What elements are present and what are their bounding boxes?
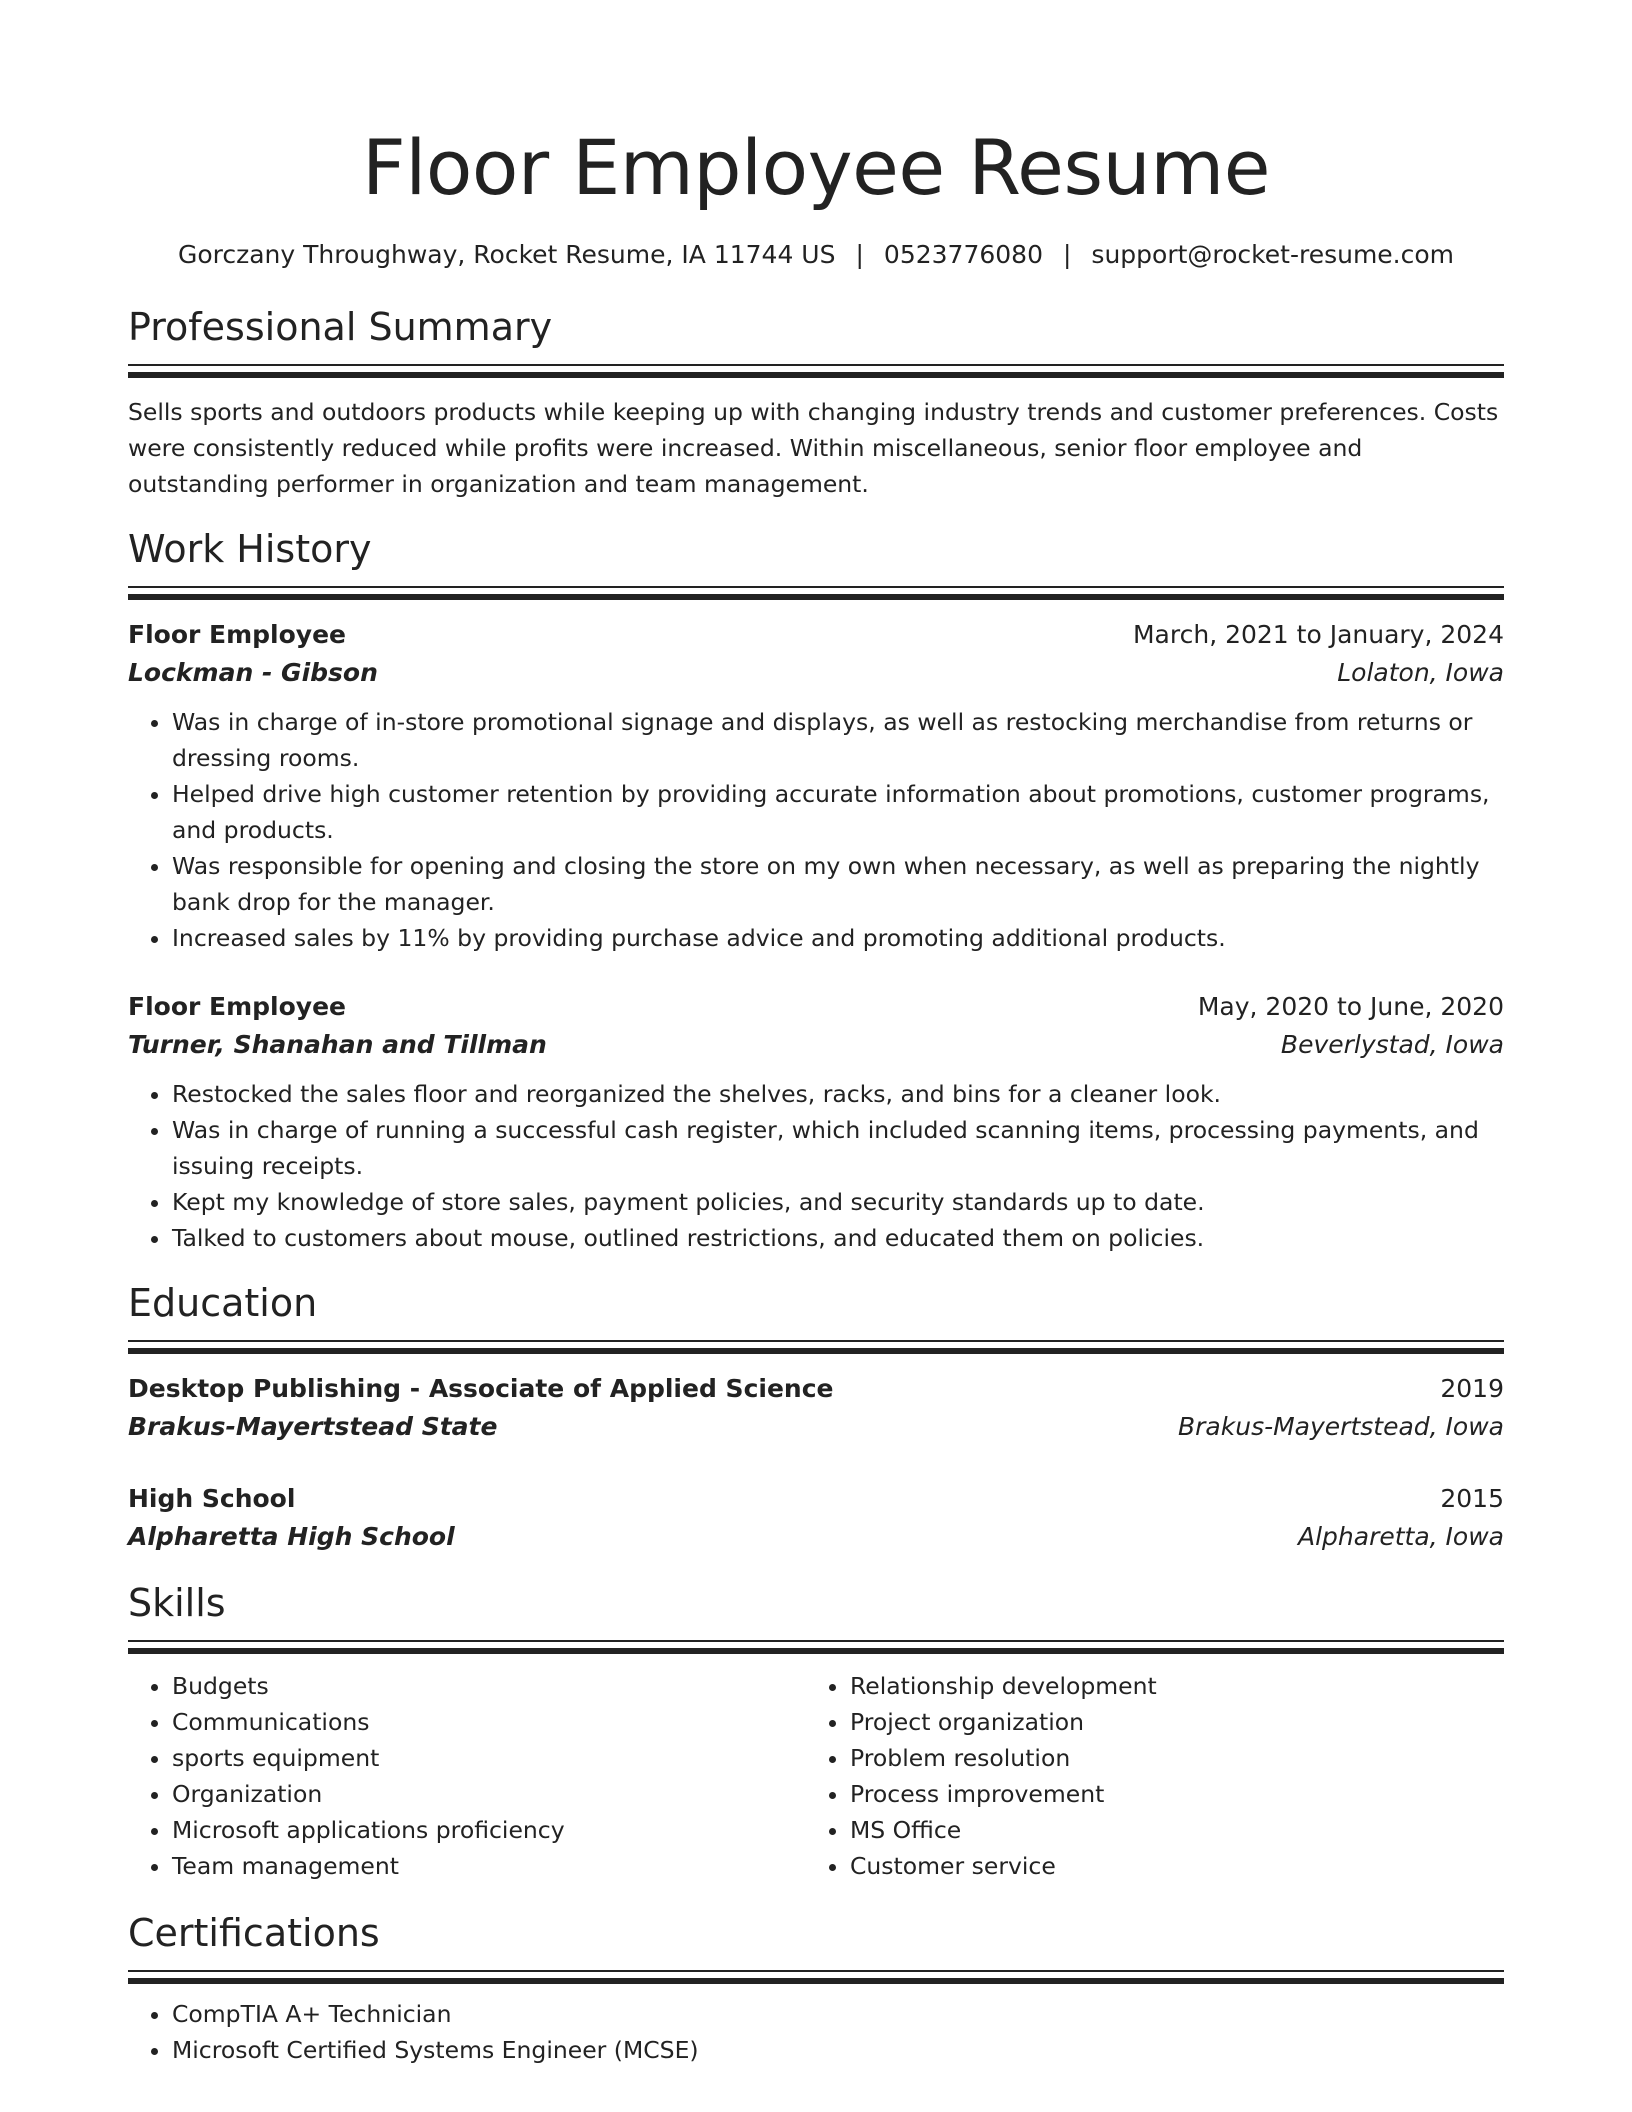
contact-line [128,238,1504,272]
education-heading: Education [128,1281,318,1325]
job-title-row [128,616,1504,654]
certification-item: • CompTIA A+ Technician [172,1996,1504,2032]
skill-item: • Budgets [172,1668,806,1704]
contact-separator: | [855,240,864,269]
job-title: Floor Employee [128,992,347,1021]
skills-list-right [806,1668,1484,1884]
job-bullet: • Helped drive high customer retention by providing accurate information about promotions, customer programs, and products. [172,776,1504,848]
education-school-row [128,1408,1504,1446]
summary-heading: Professional Summary [128,305,553,349]
education-degree: Desktop Publishing - Associate of Applied Science [128,1374,834,1403]
job-dates: May, 2020 to June, 2020 [1197,992,1504,1021]
skills-grid [128,1668,1504,1884]
section-divider [128,364,1504,378]
skill-item: • Team management [172,1848,806,1884]
job-entry [128,988,1504,1256]
certifications-heading: Certifications [128,1911,380,1955]
job-bullets [128,1076,1504,1256]
job-bullet: • Was responsible for opening and closing the store on my own when necessary, as well as preparing the nightly bank drop for the manager. [172,848,1504,920]
job-dates: March, 2021 to January, 2024 [1132,620,1504,649]
skill-item: • sports equipment [172,1740,806,1776]
summary-section [128,302,1504,502]
education-year: 2019 [1440,1374,1504,1403]
certifications-list [128,1996,1504,2068]
education-degree: High School [128,1484,296,1513]
job-location: Beverlystad, Iowa [1280,1030,1504,1059]
skill-item: • Project organization [850,1704,1484,1740]
education-school-row [128,1518,1504,1556]
skills-heading: Skills [128,1581,226,1625]
job-bullet: • Restocked the sales floor and reorganized the shelves, racks, and bins for a cleaner look. [172,1076,1504,1112]
job-location: Lolaton, Iowa [1337,658,1504,687]
job-bullets [128,704,1504,956]
education-location: Brakus-Mayertstead, Iowa [1178,1412,1504,1441]
section-divider [128,1340,1504,1354]
job-bullet: • Was in charge of running a successful cash register, which included scanning items, processing payments, and issuing receipts. [172,1112,1504,1184]
education-school: Brakus-Mayertstead State [128,1412,498,1441]
skill-item: • Relationship development [850,1668,1484,1704]
job-title-row [128,988,1504,1026]
summary-text: Sells sports and outdoors products while keeping up with changing industry trends and customer preferences. Costs were consistently reduced while profits were increased. Within miscellaneous, senior floor employee and outstanding performer in organization and team management. [128,398,1499,498]
job-bullet: • Was in charge of in-store promotional signage and displays, as well as restocking merchandise from returns or dressing rooms. [172,704,1504,776]
job-company-row [128,654,1504,692]
education-entry [128,1480,1504,1556]
skill-item: • Communications [172,1704,806,1740]
contact-phone: 0523776080 [883,240,1043,269]
job-company: Lockman - Gibson [128,658,378,687]
job-bullet: • Kept my knowledge of store sales, payment policies, and security standards up to date. [172,1184,1504,1220]
education-section [128,1278,1504,1556]
skills-list-left [128,1668,806,1884]
job-entry [128,616,1504,956]
section-divider [128,1970,1504,1984]
contact-email[interactable]: support@rocket-resume.com [1091,240,1455,269]
skill-item: • Problem resolution [850,1740,1484,1776]
skill-item: • Customer service [850,1848,1484,1884]
skill-item: • Process improvement [850,1776,1484,1812]
resume-title: Floor Employee Resume [362,123,1270,212]
education-school: Alpharetta High School [128,1522,455,1551]
skills-section [128,1578,1504,1884]
job-title: Floor Employee [128,620,347,649]
work-history-heading: Work History [128,527,372,571]
section-divider [128,1640,1504,1654]
contact-address: Gorczany Throughway, Rocket Resume, IA 11744 US [177,240,836,269]
job-company: Turner, Shanahan and Tillman [128,1030,547,1059]
work-history-section [128,524,1504,1256]
job-bullet: • Increased sales by 11% by providing purchase advice and promoting additional products. [172,920,1504,956]
education-year: 2015 [1440,1484,1504,1513]
certification-item: • Microsoft Certified Systems Engineer (MCSE) [172,2032,1504,2068]
education-entry [128,1370,1504,1446]
education-location: Alpharetta, Iowa [1298,1522,1504,1551]
certifications-section [128,1908,1504,2068]
section-divider [128,586,1504,600]
job-bullet: • Talked to customers about mouse, outlined restrictions, and educated them on policies. [172,1220,1504,1256]
skill-item: • Organization [172,1776,806,1812]
education-degree-row [128,1480,1504,1518]
skill-item: • Microsoft applications proficiency [172,1812,806,1848]
education-degree-row [128,1370,1504,1408]
contact-separator: | [1062,240,1072,269]
job-company-row [128,1026,1504,1064]
skill-item: • MS Office [850,1812,1484,1848]
